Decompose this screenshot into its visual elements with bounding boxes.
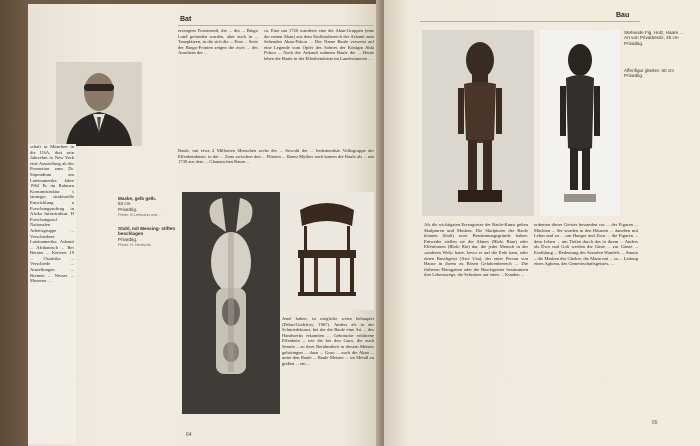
monkey-figure-caption: Affenfigur gbekre. 50 cm Privatbig. xyxy=(624,68,674,79)
stool-caption-credit: Photo: H. Hentschk xyxy=(118,243,151,248)
stool-photo xyxy=(280,192,374,310)
right-column-b: ordneten dieser Geister bestanden vor ... der Figuren ... Mächten ... Sie wurden in den Häusern ... daneben mit Lehm und zu ... um Hunger und Zorn ... die Figuren ... dem Leben ... um Tiefen durch das in ihrem ... Anders als Dwo und Goli werden die Gäste ... zur Gänze ... Erzählung ... Bedeutung des Sozialen Wandels ... Amuin – die Masken des Gbekre, die Mann mit ... in ... Leitung eines Agbona, des Gemeinschaftsgeistes, ... xyxy=(534,222,638,267)
column-bottom: Jemé haben, ist mögliche weise behauptet (Delan/Godefroy, 1967). Anders als in der Schmiedekunst, bei der die Baule eine Art ... des Handwerks erkannten ... Gebräuche erfahrene Elfenbein – wie die bei den Guro, die auch Senufo – zu ihrer Berühmtheit in diesem Meister gehöringen ... dazu ... Guro ... auch die Akan ... unter den Baule ... Baule Meister ... im Metall zu gießen ... ein ... xyxy=(282,316,374,366)
mask-caption-owner: Privatbig. xyxy=(118,206,138,212)
portrait-photo xyxy=(56,62,142,146)
left-page-header: Bat xyxy=(180,16,192,23)
stool-caption xyxy=(118,226,176,249)
stool-caption-title: Stuhl, mit Messing- stiften beschlagen xyxy=(118,226,176,237)
monkey-figure-image xyxy=(540,30,620,216)
monkey-figure-photo xyxy=(540,30,620,216)
stool-image xyxy=(280,192,374,310)
header-rule xyxy=(178,25,373,26)
torn-strip-text: schaft in München in die USA, dort sein Jahrzehnt in New York eine Ausstellung ab der Promotion zum Dr. Stipendium am Lateinamerika Jahre 1962 Er im Rahmen Konsumstruktur s strategie, strukturelle Entwicklung u Forschungsauftrag in Afrika Infrastruktur. H Forschungsauf Nationalen Arbeitsgruppe ... Verschiedene Lateinamerika Ashanti ... Afrikanisch ... Ber Berater ... Ketterer 19 ... Ostafrika ... Verschiede ... Austellungen ... Bremen ... Nesser ... Museum ... xyxy=(30,144,74,284)
standing-figure-caption: Stehende Fig. Holz, Haare ... Art von Privatbesitz, 45 cm Privatbig. xyxy=(624,30,684,46)
left-page xyxy=(28,4,380,446)
mask-caption-size: 83 cm xyxy=(118,201,131,207)
column-top-1: erzeugten Fonotenstil, die ... des ... Bingo Land gefunden wurden, aber auch in ... Tanzplätzen, in die sich die ... Eine ... Seite der Bingo-Fronten zeigen die zwei ... des Ansehens der ... xyxy=(178,28,258,56)
mask-image xyxy=(182,192,280,414)
stool-caption-owner: Privatbig. xyxy=(118,236,138,242)
right-page xyxy=(384,0,700,446)
left-page-number: 64 xyxy=(186,432,192,438)
mask-caption xyxy=(118,196,176,219)
column-baule-intro: Baule, mit etwa 2 Millionen Menschen sechs der ... Sowohl der ... bedeutendste Volksgruppe der Elfenbeinküste, in der ... Zone zwischen den ... Flüssen ... Ihrem Mythos nach kamen die Baule als ... um 1730 aus dem ... Ghanaischen Raum ... xyxy=(178,148,374,165)
torn-page-strip xyxy=(28,144,76,444)
portrait-image xyxy=(56,62,142,146)
column-top-2: ca. Eine um 1720 wanderte eine der Akan-Gruppen (eine der neuen Akan) aus dem Einflussbereich der Ashanti zum Sehenden Akan-Pokou ... Der Name Baule verweist auf eine Legende vom Opfer des Sohnes der Königin Abla Pokou ... Nach der Ankunft nahmen Baule die ... Heute leben die Baule in der Elfenbeinküste im Landesinneren ... xyxy=(264,28,374,61)
mask-photo xyxy=(182,192,280,414)
mask-caption-credit: Photo: R.Lehmann und ... xyxy=(118,213,162,218)
mask-caption-title: Maske, gelb gelb. xyxy=(118,196,157,201)
right-page-number: 65 xyxy=(652,420,658,426)
standing-figure-image xyxy=(422,30,534,216)
right-page-header: Bau xyxy=(616,12,630,19)
right-header-rule xyxy=(420,21,640,22)
right-column-a: Als die wichtigsten Erzeugnisse der Baule-Kunst gelten Skulpturen und Masken. Die Skulpturen der Baule können (bloß) zwei Bestimmungsgründe haben: Entweder stellen sie die Ahnen (Blolo Bian) oder Elfenfrauen (Blolo Bla) dar, die jeder Mensch in der »anderen Welt« hatte, bevor er auf die Erde kam, oder einen Buschgeist (Asie Usu), der einer Person von Hause in ihrem zu Bösen Gefahrenbereich ... Die früheren Ebengatten oder die Buschgeister bestimmten ihre Lebenswege, die Schnitzer auf eines ... Kunden ... xyxy=(424,222,528,278)
standing-figure-photo xyxy=(422,30,534,216)
